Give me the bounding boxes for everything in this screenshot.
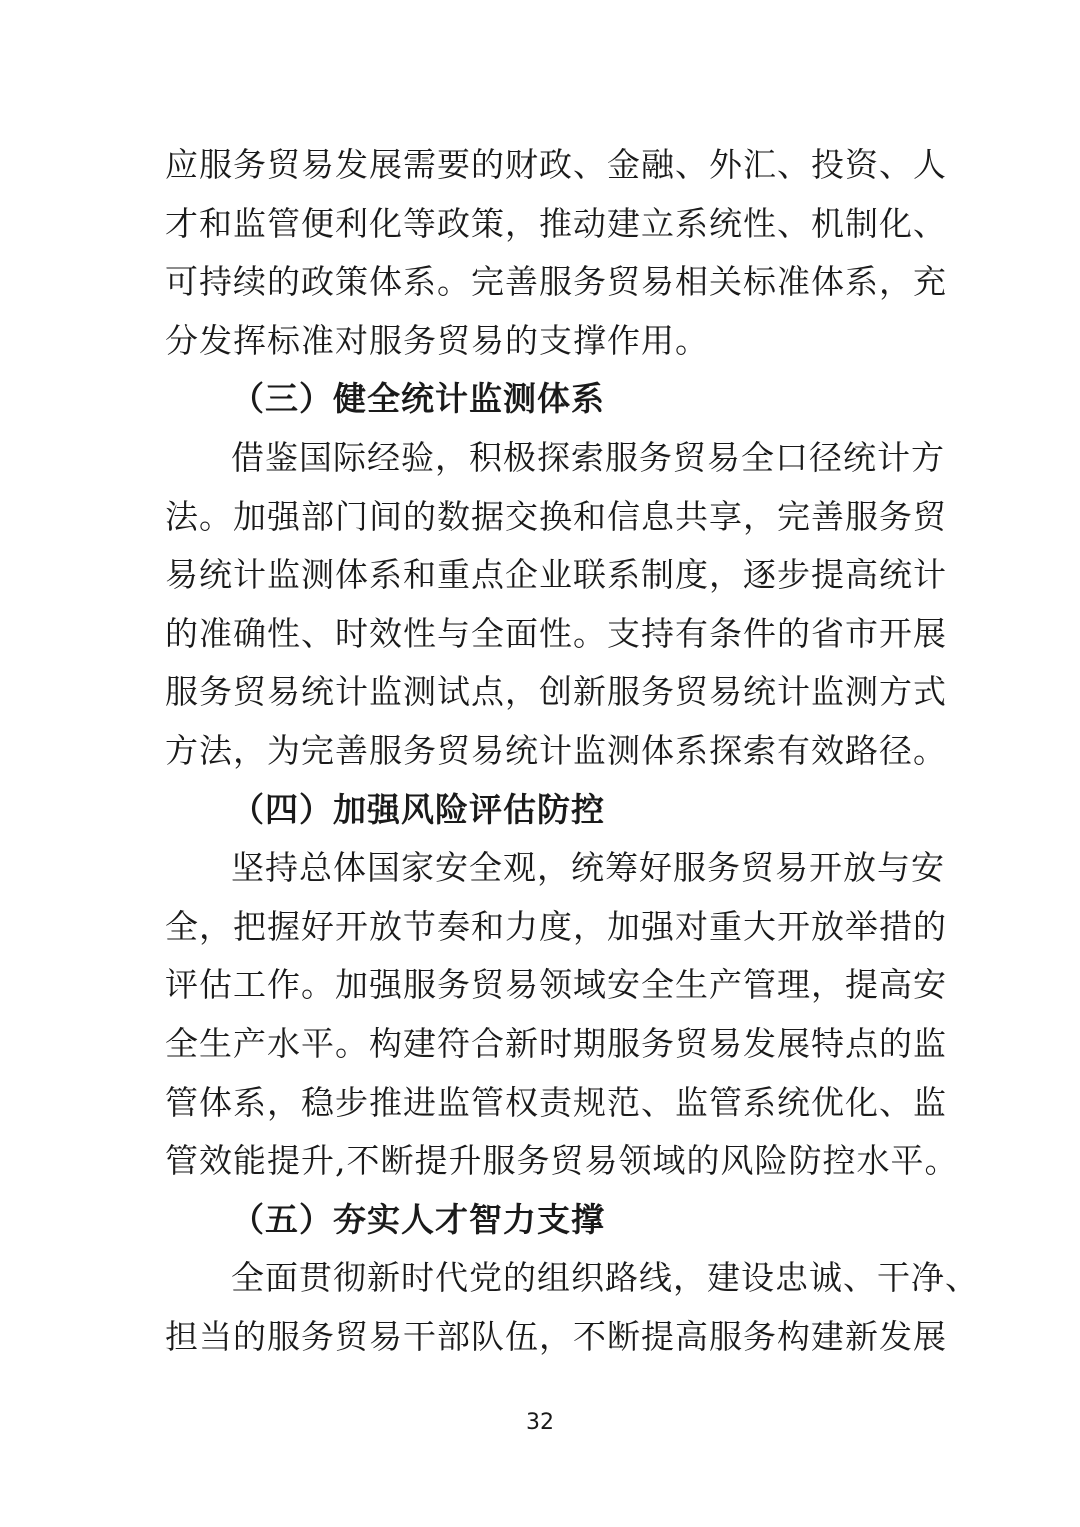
paragraph-line: 担当的服务贸易干部队伍，不断提高服务构建新发展: [165, 1316, 947, 1356]
paragraph-line: 法。加强部门间的数据交换和信息共享，完善服务贸: [165, 496, 947, 536]
paragraph-line: 服务贸易统计监测试点，创新服务贸易统计监测方式: [165, 672, 947, 712]
paragraph-line: 可持续的政策体系。完善服务贸易相关标准体系，充: [165, 262, 947, 302]
paragraph-line: 坚持总体国家安全观，统筹好服务贸易开放与安: [231, 848, 945, 888]
paragraph-line: 应服务贸易发展需要的财政、金融、外汇、投资、人: [165, 145, 947, 184]
section-heading-3: （三）健全统计监测体系: [231, 379, 605, 419]
paragraph-line: 方法，为完善服务贸易统计监测体系探索有效路径。: [165, 730, 947, 770]
paragraph-line: 评估工作。加强服务贸易领域安全生产管理，提高安: [165, 965, 947, 1005]
paragraph-line: 借鉴国际经验，积极探索服务贸易全口径统计方: [231, 437, 945, 477]
paragraph-line: 才和监管便利化等政策，推动建立系统性、机制化、: [165, 203, 947, 243]
section-heading-4: （四）加强风险评估防控: [231, 789, 605, 829]
paragraph-line: 分发挥标准对服务贸易的支撑作用。: [165, 320, 709, 360]
section-heading-5: （五）夯实人才智力支撑: [231, 1199, 605, 1239]
body-text: [165, 136, 979, 1366]
paragraph-line: 全生产水平。构建符合新时期服务贸易发展特点的监: [165, 1023, 947, 1063]
paragraph-line: 管体系，稳步推进监管权责规范、监管系统优化、监: [165, 1082, 947, 1122]
paragraph-line: 全，把握好开放节奏和力度，加强对重大开放举措的: [165, 906, 947, 946]
paragraph-line: 管效能提升,不断提升服务贸易领域的风险防控水平。: [165, 1141, 959, 1181]
paragraph-line: 易统计监测体系和重点企业联系制度，逐步提高统计: [165, 555, 947, 595]
page-number: 32: [526, 1410, 554, 1435]
paragraph-line: 全面贯彻新时代党的组织路线，建设忠诚、干净、: [231, 1258, 979, 1298]
paragraph-line: 的准确性、时效性与全面性。支持有条件的省市开展: [165, 613, 947, 653]
